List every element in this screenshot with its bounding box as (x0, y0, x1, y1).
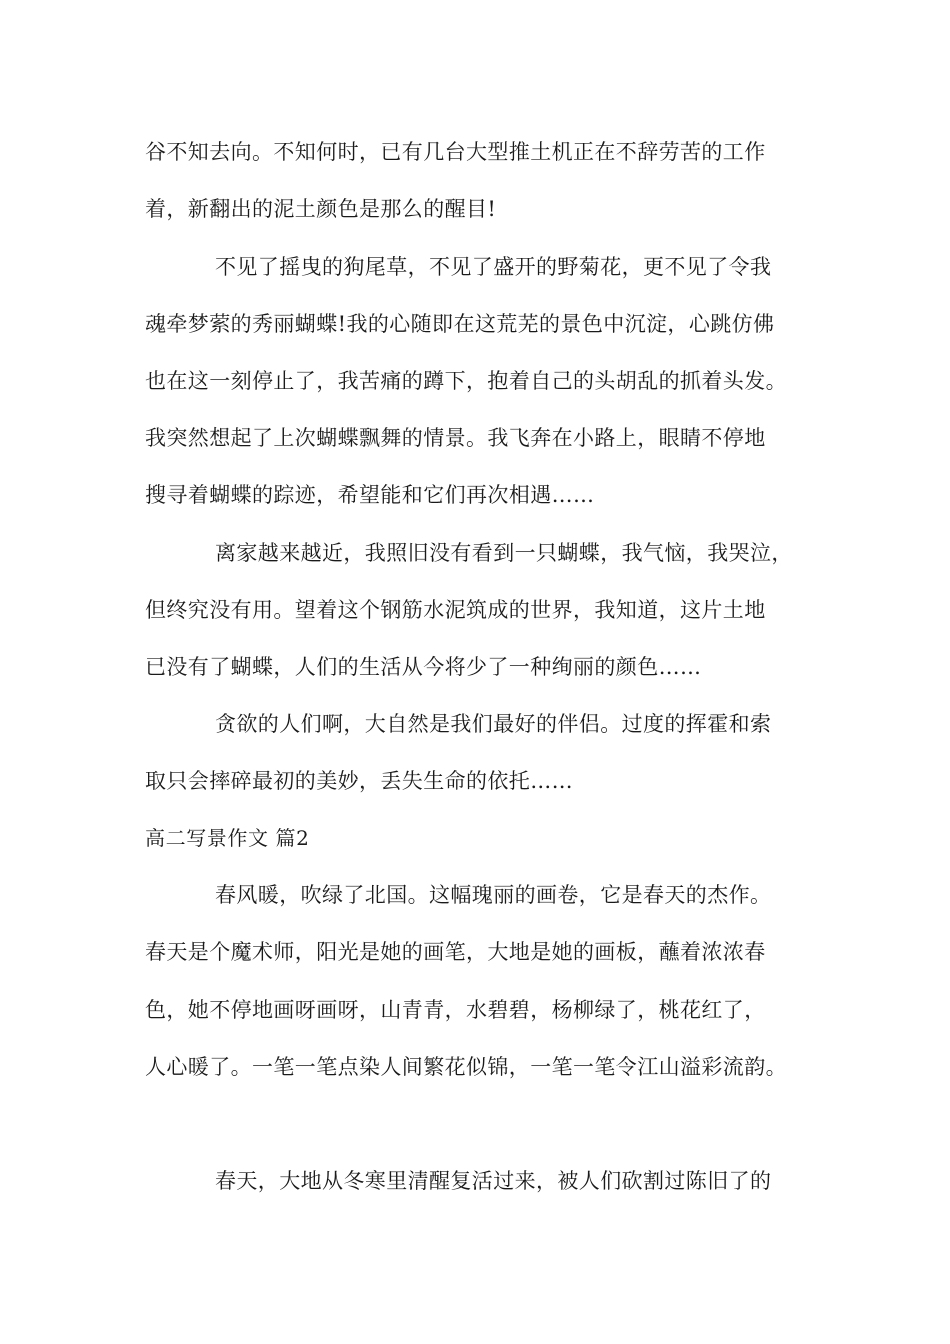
paragraph-first-line: 春天，大地从冬寒里清醒复活过来，被人们砍割过陈旧了的 (215, 1169, 772, 1193)
paragraph-line: 春天是个魔术师，阳光是她的画笔，大地是她的画板，蘸着浓浓春 (145, 940, 766, 964)
paragraph-line: 但终究没有用。望着这个钢筋水泥筑成的世界，我知道，这片土地 (145, 598, 766, 622)
section-heading: 高二写景作文 篇2 (145, 826, 310, 850)
paragraph-line: 取只会摔碎最初的美妙，丢失生命的依托…… (145, 769, 573, 793)
paragraph-first-line: 贪欲的人们啊，大自然是我们最好的伴侣。过度的挥霍和索 (215, 712, 772, 736)
paragraph-line: 我突然想起了上次蝴蝶飘舞的情景。我飞奔在小路上，眼睛不停地 (145, 426, 766, 450)
paragraph-line: 着，新翻出的泥土颜色是那么的醒目! (145, 197, 497, 221)
paragraph-line: 也在这一刻停止了，我苦痛的蹲下，抱着自己的头胡乱的抓着头发。 (145, 369, 787, 393)
paragraph-line: 人心暖了。一笔一笔点染人间繁花似锦，一笔一笔令江山溢彩流韵。 (145, 1055, 787, 1079)
paragraph-first-line: 离家越来越近，我照旧没有看到一只蝴蝶，我气恼，我哭泣， (215, 541, 793, 565)
paragraph-line: 已没有了蝴蝶，人们的生活从今将少了一种绚丽的颜色…… (145, 655, 702, 679)
paragraph-first-line: 春风暖，吹绿了北国。这幅瑰丽的画卷，它是春天的杰作。 (215, 883, 772, 907)
paragraph-line: 搜寻着蝴蝶的踪迹，希望能和它们再次相遇…… (145, 483, 595, 507)
paragraph-line: 魂牵梦萦的秀丽蝴蝶!我的心随即在这荒芜的景色中沉淀，心跳仿佛 (145, 312, 775, 336)
paragraph-line: 谷不知去向。不知何时，已有几台大型推土机正在不辞劳苦的工作 (145, 140, 766, 164)
paragraph-first-line: 不见了摇曳的狗尾草，不见了盛开的野菊花，更不见了令我 (215, 255, 772, 279)
paragraph-line: 色，她不停地画呀画呀，山青青，水碧碧，杨柳绿了，桃花红了， (145, 998, 766, 1022)
